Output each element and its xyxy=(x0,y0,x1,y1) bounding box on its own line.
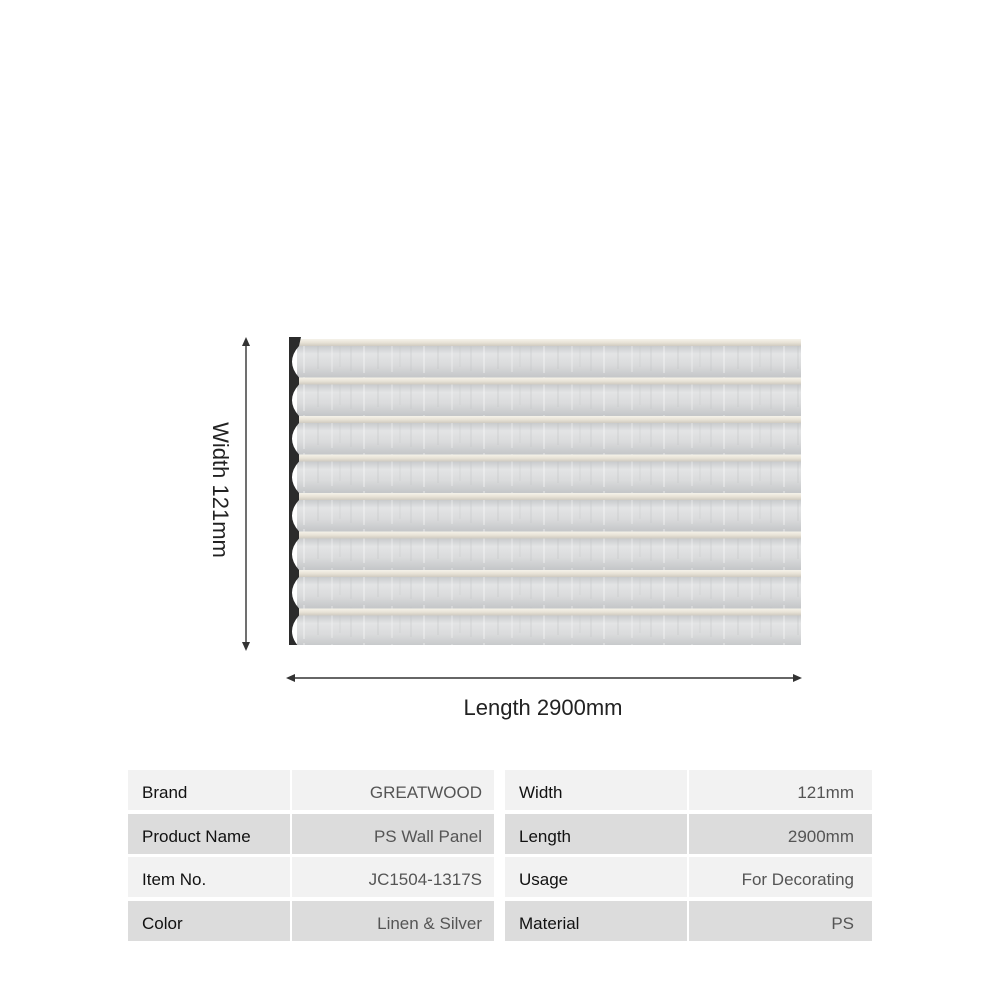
panel-flute-texture xyxy=(297,500,801,532)
wall-panel-illustration xyxy=(285,337,801,645)
spec-key: Length xyxy=(505,814,687,854)
width-dimension-label: Width 121mm xyxy=(208,422,233,558)
length-dimension-label: Length 2900mm xyxy=(463,695,623,720)
panel-ridge xyxy=(297,609,801,616)
spec-key: Brand xyxy=(128,770,290,810)
spec-row xyxy=(128,770,872,810)
panel-flutes xyxy=(297,339,801,645)
spec-value: 121mm xyxy=(689,770,872,810)
panel-ridge xyxy=(297,493,801,500)
panel-ridge xyxy=(297,378,801,385)
spec-key: Usage xyxy=(505,857,687,897)
spec-value: GREATWOOD xyxy=(292,770,494,810)
width-dimension-arrow xyxy=(236,337,256,651)
spec-key: Color xyxy=(128,901,290,941)
panel-flute-texture xyxy=(297,616,801,646)
panel-flute-texture xyxy=(297,423,801,455)
panel-ridge xyxy=(297,532,801,539)
length-dimension-arrow xyxy=(286,668,802,688)
spec-key: Material xyxy=(505,901,687,941)
panel-flute-texture xyxy=(297,539,801,571)
spec-table xyxy=(128,770,872,942)
spec-row xyxy=(128,857,872,897)
spec-value: PS xyxy=(689,901,872,941)
panel-ridge xyxy=(297,570,801,577)
spec-value: For Decorating xyxy=(689,857,872,897)
panel-flute-texture xyxy=(297,346,801,378)
spec-key: Width xyxy=(505,770,687,810)
spec-value: PS Wall Panel xyxy=(292,814,494,854)
panel-flute-texture xyxy=(297,385,801,417)
panel-ridge xyxy=(297,455,801,462)
spec-value: JC1504-1317S xyxy=(292,857,494,897)
spec-value: Linen & Silver xyxy=(292,901,494,941)
wall-panel-image xyxy=(285,337,801,645)
spec-key: Item No. xyxy=(128,857,290,897)
panel-flute-texture xyxy=(297,577,801,609)
spec-value: 2900mm xyxy=(689,814,872,854)
panel-ridge xyxy=(297,416,801,423)
spec-row xyxy=(128,814,872,854)
panel-flute-texture xyxy=(297,462,801,494)
panel-ridge xyxy=(297,339,801,346)
spec-row xyxy=(128,901,872,941)
spec-key: Product Name xyxy=(128,814,290,854)
